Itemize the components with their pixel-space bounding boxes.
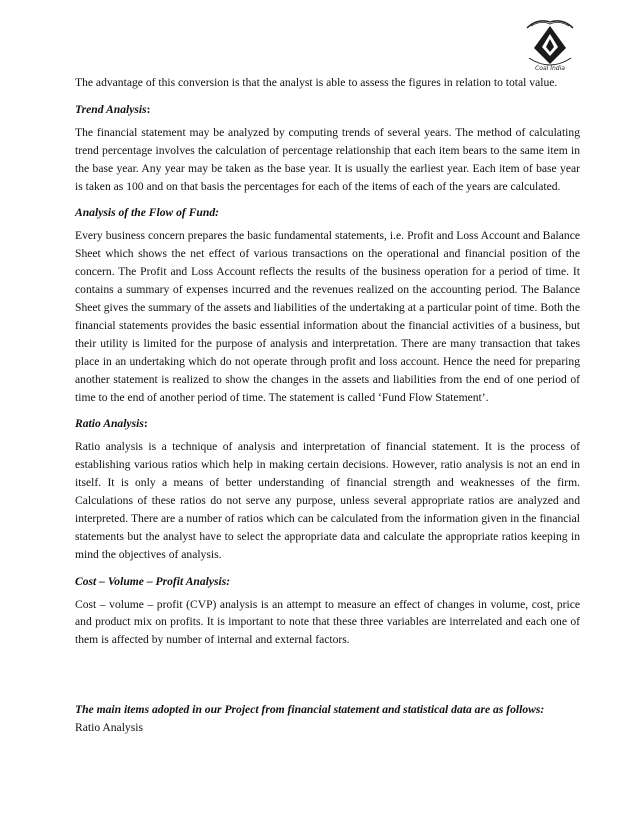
cvp-analysis-heading: Cost – Volume – Profit Analysis: (75, 574, 231, 588)
trend-analysis-heading (75, 101, 580, 119)
trend-analysis-paragraph: The financial statement may be analyzed by computing trends of several years. The method of calculating trend percentage involves the calculation of percentage relationship that each item bears to the same item in the base year. Any year may be taken as the base year. It is usually the earliest year. Each item of base year is taken as 100 and on that basis the percentages for each of the items of each of the years are calculated. (75, 125, 580, 193)
trend-analysis-heading-text: Trend Analysis (75, 102, 147, 116)
ratio-analysis-heading (75, 415, 580, 433)
trend-analysis-heading-colon: : (146, 102, 151, 116)
cvp-analysis-paragraph: Cost – volume – profit (CVP) analysis is an attempt to measure an effect of changes in volume, cost, price and product mix on profits. It is important to note that these three variables are interrelated and each one of them is affected by number of internal and external factors. (75, 597, 580, 647)
fund-flow-heading: Analysis of the Flow of Fund: (75, 206, 219, 220)
ratio-analysis-heading-colon: : (143, 417, 148, 431)
project-item-ratio-analysis: Ratio Analysis (75, 721, 143, 735)
project-items-heading: The main items adopted in our Project from financial statement and statistical data are as follows: (75, 703, 545, 717)
ratio-analysis-heading-text: Ratio Analysis (75, 417, 144, 431)
intro-paragraph: The advantage of this conversion is that the analyst is able to assess the figures in relation to total value. (75, 76, 558, 89)
spacer (75, 649, 580, 701)
fund-flow-paragraph: Every business concern prepares the basic fundamental statements, i.e. Profit and Loss Account and Balance Sheet which shows the net effect of various transactions on the operational and financial position of the concern. The Profit and Loss Account reflects the results of the business operation for a period of time. It contains a summary of expenses incurred and the revenues realized on the accounting period. The Balance Sheet gives the summary of the assets and liabilities of the undertaking at a particular point of time. Both the financial statements provides the basic essential information about the financial activities of a business, but their utility is limited for the purpose of analysis and interpretation. There are many transaction that takes place in an undertaking which do not operate through profit and loss account. Hence the need for preparing another statement is realized to show the changes in the assets and liabilities from the end of one period of time to the end of another period of time. The statement is called ‘Fund Flow Statement’. (75, 229, 580, 404)
svg-text:Coal India: Coal India (535, 65, 565, 72)
ratio-analysis-paragraph: Ratio analysis is a technique of analysis and interpretation of financial statement. It is the process of establishing various ratios which help in making certain decisions. However, ratio analysis is not an end in itself. It is only a means of better understanding of financial strength and weaknesses of the firm. Calculations of these ratios do not serve any purpose, unless several appropriate ratios are analyzed and interpreted. There are a number of ratios which can be calculated from the information given in the financial statements but the analyst have to select the appropriate data and calculate the appropriate ratios keeping in mind the objectives of analysis. (75, 440, 580, 561)
coal-india-logo (521, 14, 579, 72)
document-body (75, 74, 580, 737)
